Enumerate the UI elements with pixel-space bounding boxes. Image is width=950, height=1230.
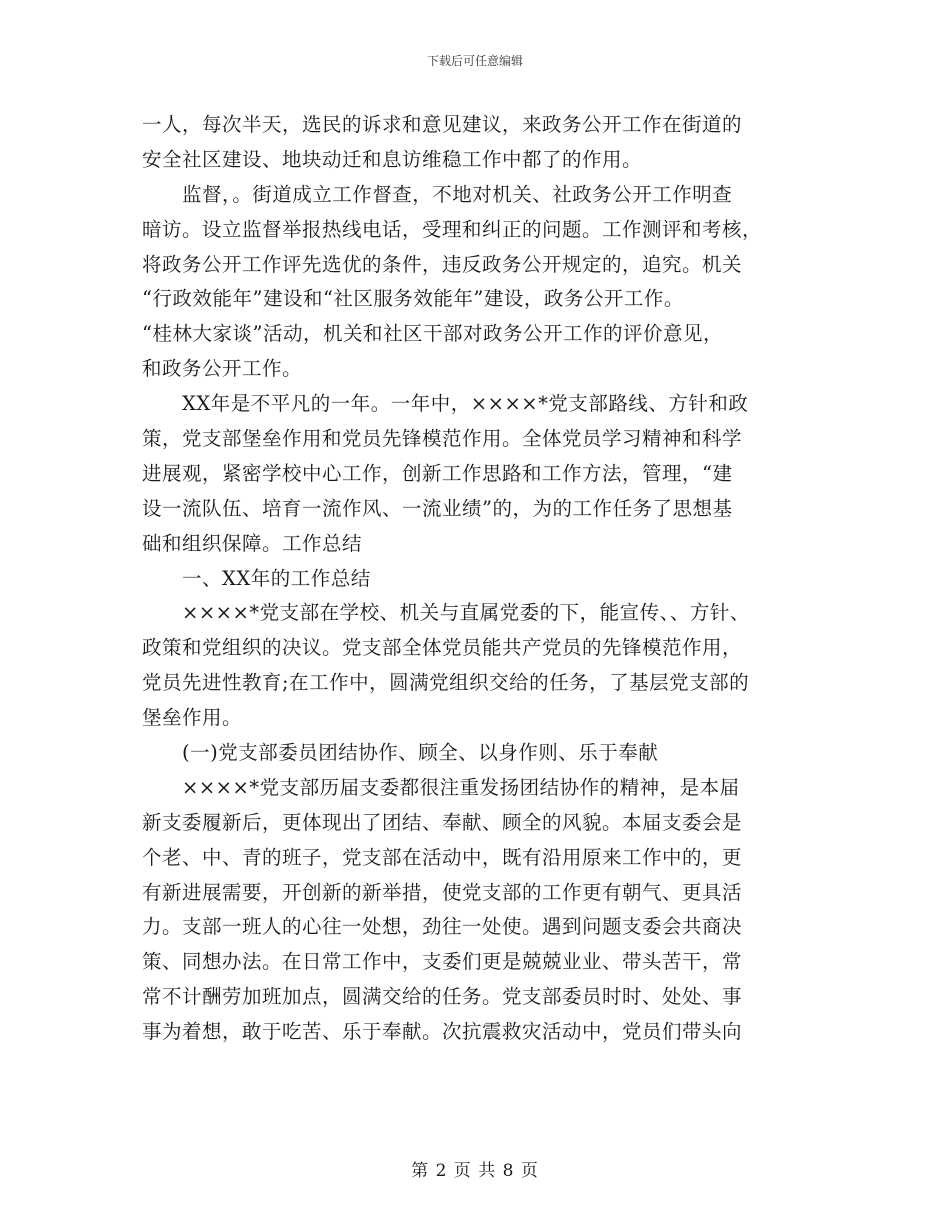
text-line: 事为着想，敢于吃苦、乐于奉献。次抗震救灾活动中，党员们带头向 bbox=[142, 1020, 743, 1044]
text-line: 一人，每次半天，选民的诉求和意见建议，来政务公开工作在街道的 bbox=[142, 113, 743, 136]
text-line: 础和组织保障。工作总结 bbox=[142, 531, 363, 555]
document-body bbox=[142, 108, 832, 1050]
text-line: ××××*党支部在学校、机关与直属党委的下，能宣传、、方针、 bbox=[142, 601, 750, 625]
text-line: 常不计酬劳加班加点，圆满交给的任务。党支部委员时时、处处、事 bbox=[142, 985, 743, 1009]
text-line: 进展观，紧密学校中心工作，创新工作思路和工作方法，管理，“建 bbox=[142, 461, 733, 485]
text-line: 新支委履新后，更体现出了团结、奉献、顾全的风貌。本届支委会是 bbox=[142, 810, 743, 834]
text-line: XX年是不平凡的一年。一年中，××××*党支部路线、方针和政 bbox=[142, 392, 749, 416]
text-line: 堡垒作用。 bbox=[142, 706, 243, 730]
text-line: 监督，。街道成立工作督查，不地对机关、社政务公开工作明查 bbox=[142, 182, 733, 206]
text-line: “行政效能年”建设和“社区服务效能年”建设，政务公开工作。 bbox=[142, 287, 684, 311]
text-line: 策、同想办法。在日常工作中，支委们更是兢兢业业、带头苦干，常 bbox=[142, 950, 743, 974]
text-line: 党员先进性教育;在工作中，圆满党组织交给的任务，了基层党支部的 bbox=[142, 671, 750, 695]
text-line: 将政务公开工作评先选优的条件，违反政务公开规定的，追究。机关 bbox=[142, 252, 743, 276]
text-line: 安全社区建设、地块动迁和息访维稳工作中都了的作用。 bbox=[142, 147, 643, 171]
text-line: 力。支部一班人的心往一处想，劲往一处使。遇到问题支委会共商决 bbox=[142, 915, 743, 939]
text-line: ××××*党支部历届支委都很注重发扬团结协作的精神，是本届 bbox=[142, 775, 740, 799]
text-line: 政策和党组织的决议。党支部全体党员能共产党员的先锋模范作用， bbox=[142, 636, 743, 660]
section-heading: 一、XX年的工作总结 bbox=[142, 566, 371, 590]
text-line: 暗访。设立监督举报热线电话，受理和纠正的问题。工作测评和考核， bbox=[142, 217, 763, 241]
text-line: “桂林大家谈”活动，机关和社区干部对政务公开工作的评价意见， bbox=[142, 322, 723, 346]
subsection-heading: (一)党支部委员团结协作、顾全、以身作则、乐于奉献 bbox=[142, 741, 659, 765]
text-line: 有新进展需要，开创新的新举措，使党支部的工作更有朝气、更具活 bbox=[142, 880, 743, 904]
text-line: 策，党支部堡垒作用和党员先锋模范作用。全体党员学习精神和科学 bbox=[142, 427, 743, 451]
page-header: 下载后可任意编辑 bbox=[426, 54, 523, 68]
text-line: 设一流队伍、培育一流作风、一流业绩”的，为的工作任务了思想基 bbox=[142, 496, 733, 520]
text-line: 个老、中、青的班子，党支部在活动中，既有沿用原来工作中的，更 bbox=[142, 845, 743, 869]
text-line: 和政务公开工作。 bbox=[142, 357, 303, 381]
page-number: 第 2 页 共 8 页 bbox=[411, 1161, 539, 1181]
